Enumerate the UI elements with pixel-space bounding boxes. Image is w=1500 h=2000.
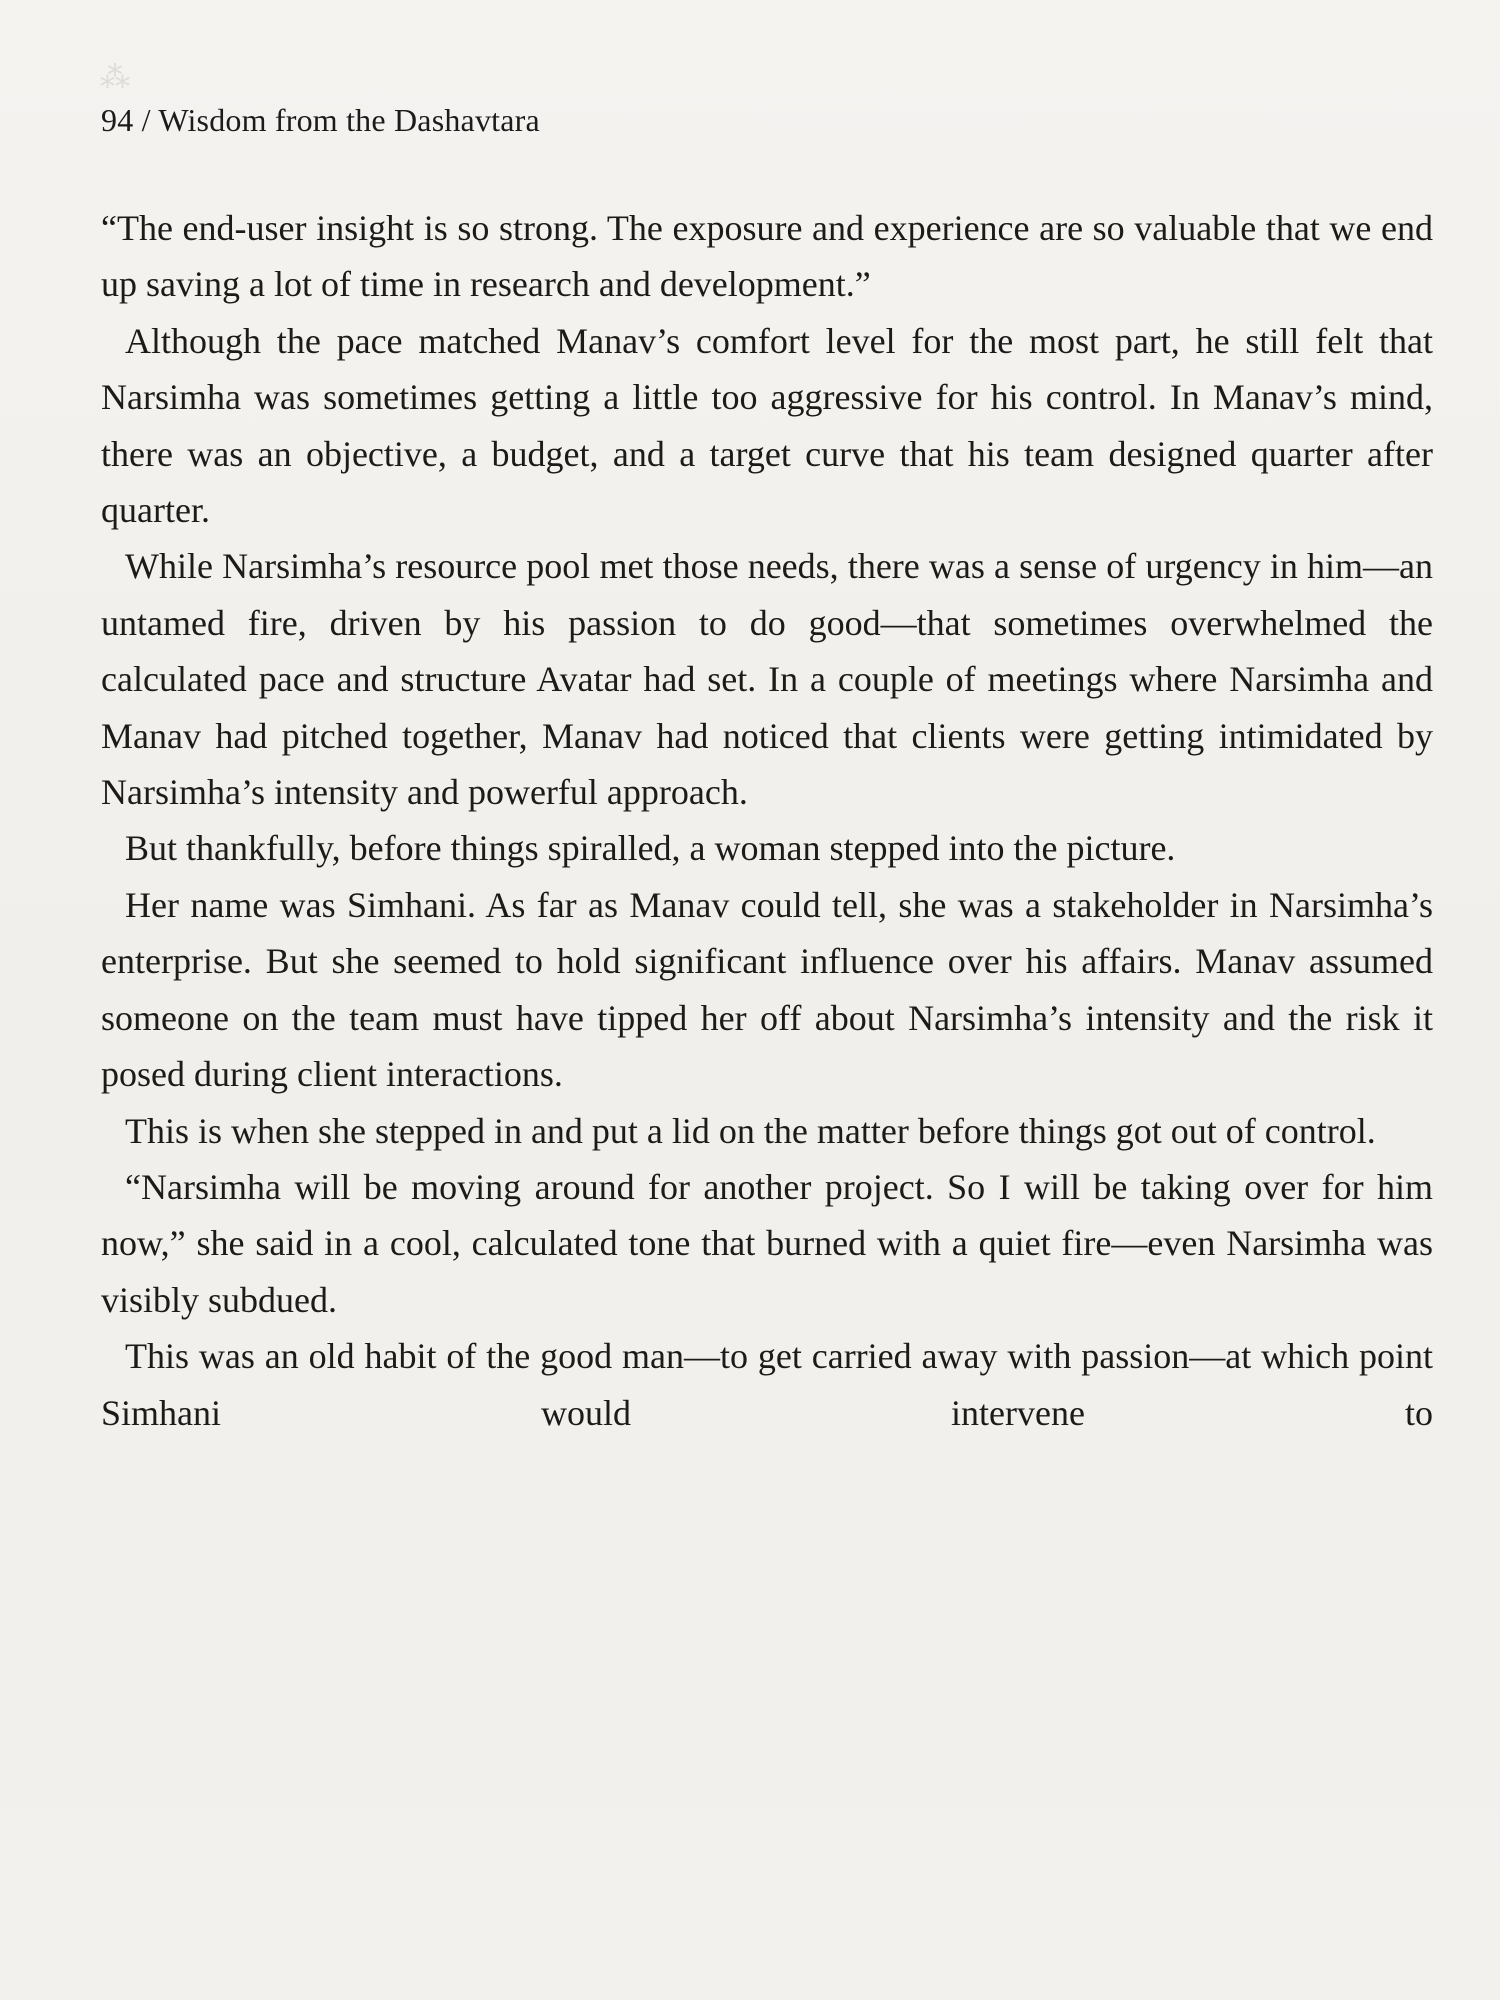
paragraph: “The end-user insight is so strong. The exposure and experience are so valuable that we end up saving a lot of time in research and development.” (101, 208, 1433, 305)
book-title: Wisdom from the Dashavtara (158, 102, 540, 138)
bleed-through-decoration: ⁂ (100, 61, 130, 94)
paragraph: But thankfully, before things spiralled, a woman stepped into the picture. (125, 828, 1176, 869)
body-text (101, 200, 1433, 1441)
running-head (101, 102, 540, 139)
paragraph: “Narsimha will be moving around for another project. So I will be taking over for him now,” she said in a cool, calculated tone that burned with a quiet fire—even Narsimha was visibly subdued. (101, 1166, 1433, 1320)
paragraph: Her name was Simhani. As far as Manav could tell, she was a stakeholder in Narsimha’s enterprise. But she seemed to hold significant influence over his affairs. Manav assumed someone on the team must have tipped her off about Narsimha’s intensity and the risk it posed during client interactions. (101, 884, 1433, 1095)
paragraph: This was an old habit of the good man—to get carried away with passion—at which point Simhani would intervene to (101, 1336, 1433, 1433)
paragraph: While Narsimha’s resource pool met those needs, there was a sense of urgency in him—an untamed fire, driven by his passion to do good—that sometimes overwhelmed the calculated pace and structure Avatar had set. In a couple of meetings where Narsimha and Manav had pitched together, Manav had noticed that clients were getting intimidated by Narsimha’s intensity and powerful approach. (101, 546, 1433, 813)
page-number: 94 (101, 102, 134, 138)
paragraph: This is when she stepped in and put a lid on the matter before things got out of control. (125, 1110, 1376, 1151)
running-head-separator: / (141, 102, 151, 138)
paragraph: Although the pace matched Manav’s comfort level for the most part, he still felt that Narsimha was sometimes getting a little too aggressive for his control. In Manav’s mind, there was an objective, a budget, and a target curve that his team designed quarter after quarter. (101, 320, 1433, 531)
